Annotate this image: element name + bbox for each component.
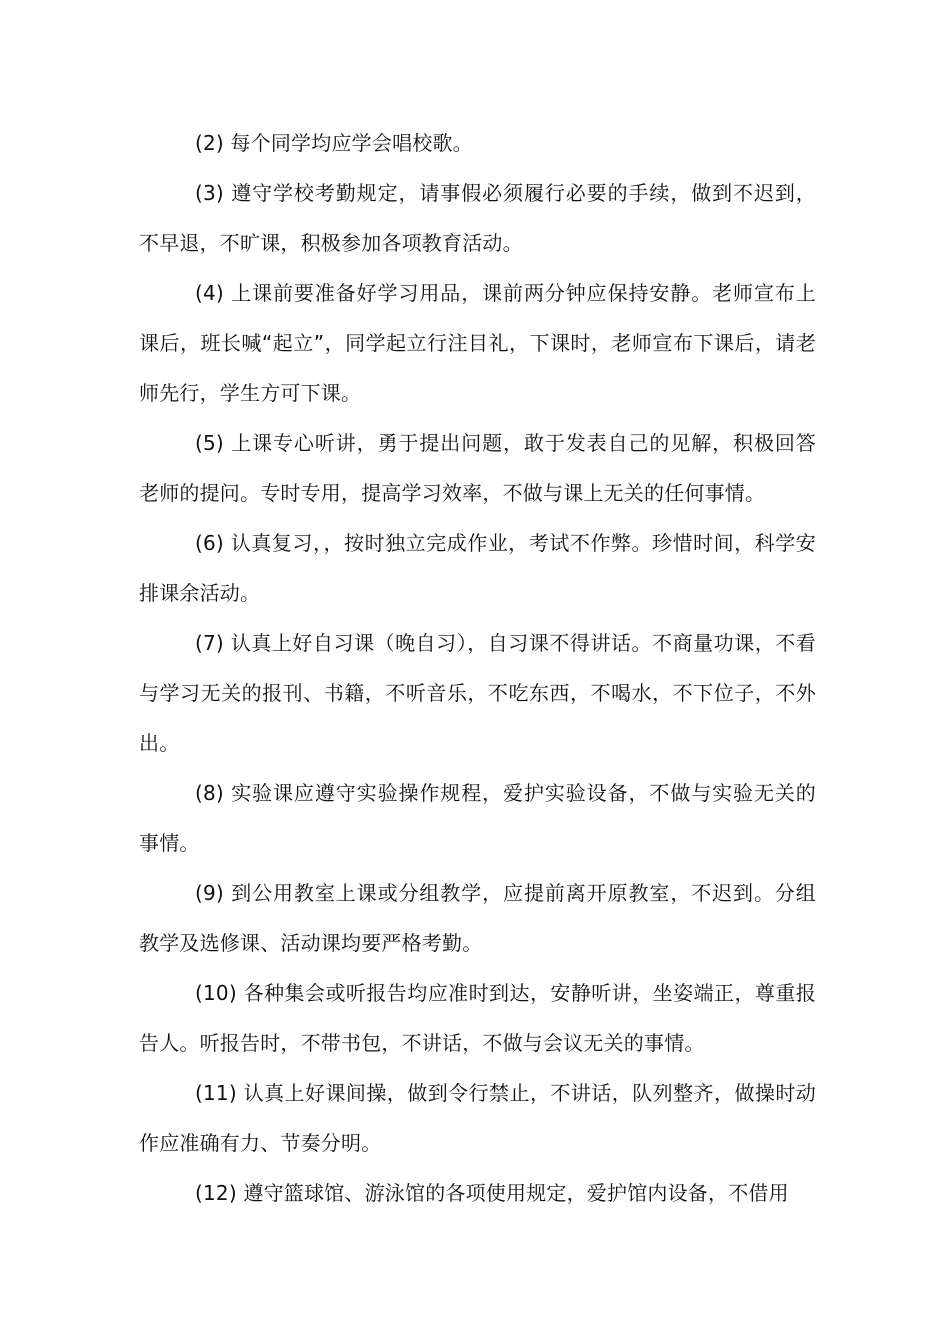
rule-paragraph-5: (5) 上课专心听讲，勇于提出问题，敢于发表自己的见解，积极回答老师的提问。专时专用，提高学习效率，不做与课上无关的任何事情。 bbox=[139, 431, 816, 505]
rule-paragraph-9: (9) 到公用教室上课或分组教学，应提前离开原教室，不迟到。分组教学及选修课、活动课均要严格考勤。 bbox=[139, 881, 816, 955]
rule-paragraph-7: (7) 认真上好自习课（晚自习），自习课不得讲话。不商量功课，不看与学习无关的报刊、书籍，不听音乐，不吃东西，不喝水，不下位子，不外出。 bbox=[139, 631, 816, 755]
rule-paragraph-6: (6) 认真复习，，按时独立完成作业，考试不作弊。珍惜时间，科学安排课余活动。 bbox=[139, 531, 816, 605]
document-body bbox=[139, 118, 816, 1218]
rule-paragraph-12: (12) 遵守篮球馆、游泳馆的各项使用规定，爱护馆内设备，不借用 bbox=[195, 1181, 789, 1205]
rule-paragraph-4: (4) 上课前要准备好学习用品，课前两分钟应保持安静。老师宣布上课后，班长喊“起立”，同学起立行注目礼，下课时，老师宣布下课后，请老师先行，学生方可下课。 bbox=[139, 281, 816, 405]
rule-paragraph-8: (8) 实验课应遵守实验操作规程，爱护实验设备，不做与实验无关的事情。 bbox=[139, 781, 816, 855]
rule-paragraph-3: (3) 遵守学校考勤规定，请事假必须履行必要的手续，做到不迟到，不早退，不旷课，积极参加各项教育活动。 bbox=[139, 181, 816, 255]
rule-paragraph-11: (11) 认真上好课间操，做到令行禁止，不讲话，队列整齐，做操时动作应准确有力、节奏分明。 bbox=[139, 1081, 816, 1155]
rule-paragraph-2: (2) 每个同学均应学会唱校歌。 bbox=[195, 131, 473, 155]
rule-paragraph-10: (10) 各种集会或听报告均应准时到达，安静听讲，坐姿端正，尊重报告人。听报告时，不带书包，不讲话，不做与会议无关的事情。 bbox=[139, 981, 816, 1055]
